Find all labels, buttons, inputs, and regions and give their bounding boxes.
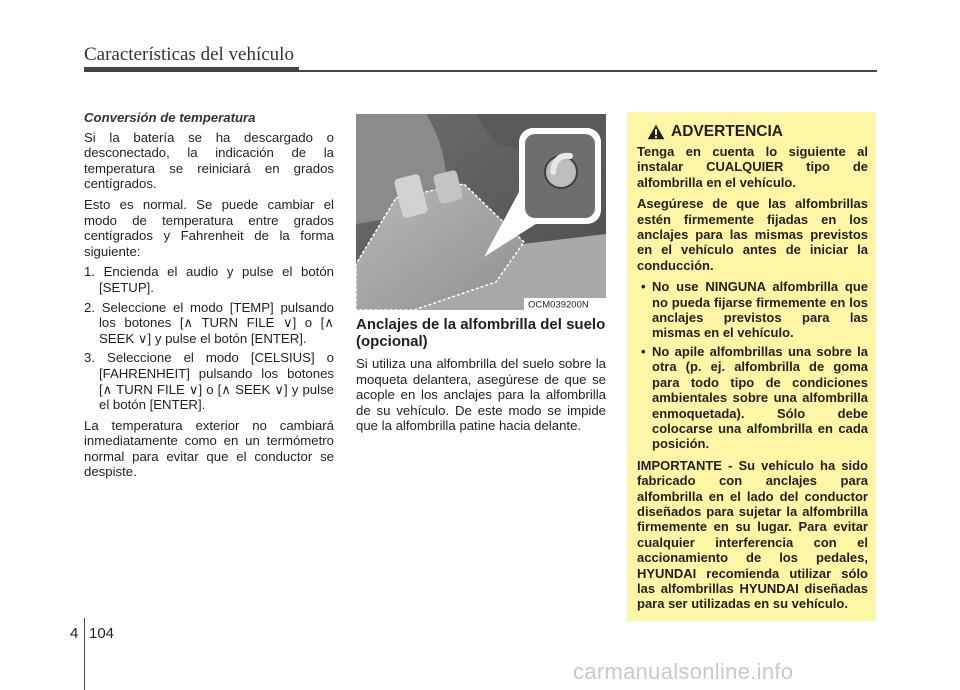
column-temperature-conversion bbox=[84, 110, 334, 485]
warning-box bbox=[627, 112, 876, 621]
floor-mat-drawing bbox=[356, 114, 606, 310]
column-floor-mat-anchors bbox=[356, 316, 606, 434]
list-item: 1. Encienda el audio y pulse el botón [SETUP]. bbox=[84, 264, 334, 295]
paragraph: Asegúrese de que las alfombrillas estén firmemente fijadas en los anclajes para las mismas previstos en el vehículo antes de iniciar la conducción. bbox=[637, 196, 868, 273]
list-item: 3. Seleccione el modo [CELSIUS] o [FAHRENHEIT] pulsando los botones [∧ TURN FILE ∨] o [∧ SEEK ∨] y pulse el botón [ENTER]. bbox=[84, 350, 334, 413]
watermark: carmanualsonline.info bbox=[573, 659, 794, 684]
list-item: • No use NINGUNA alfombrilla que no pueda fijarse firmemente en los anclajes previstos para las mismas en el vehículo. bbox=[641, 279, 868, 341]
figure-code: OCM039200N bbox=[528, 299, 589, 310]
chapter-number: 4 bbox=[70, 625, 79, 642]
warning-bullets bbox=[637, 279, 868, 451]
warning-title: ADVERTENCIA bbox=[671, 123, 783, 141]
list-item: • No apile alfombrillas una sobre la otra (p. ej. alfombrilla de goma para todo tipo de condiciones ambientales sobre una alfombrilla enmoquetada). Sólo debe colocarse una alfombrilla en cada posición. bbox=[641, 343, 868, 452]
section-heading: Anclajes de la alfombrilla del suelo (opcional) bbox=[356, 316, 606, 350]
list-item: 2. Seleccione el modo [TEMP] pulsando los botones [∧ TURN FILE ∨] o [∧ SEEK ∨] y pulse el botón [ENTER]. bbox=[84, 299, 334, 346]
paragraph: Si utiliza una alfombrilla del suelo sobre la moqueta delantera, asegúrese de que se acople en los anclajes para la alfombrilla de su vehículo. De este modo se impide que la alfombrilla patine hacia delante. bbox=[356, 356, 606, 434]
paragraph: IMPORTANTE - Su vehículo ha sido fabricado con anclajes para alfombrilla en el lado del conductor diseñados para sujetar la alfombrilla firmemente en su lugar. Para evitar cualquier interferencia con el accionamiento de los pedales, HYUNDAI recomienda utilizar sólo las alfombrillas HYUNDAI diseñadas para ser utilizadas en su vehículo. bbox=[637, 457, 868, 612]
paragraph: Tenga en cuenta lo siguiente al instalar CUALQUIER tipo de alfombrilla en el vehículo. bbox=[637, 144, 868, 190]
warning-header bbox=[637, 124, 868, 140]
page-number: 104 bbox=[89, 625, 115, 642]
page-header-title: Características del vehículo bbox=[84, 44, 294, 65]
paragraph: Si la batería se ha descargado o desconectado, la indicación de la temperatura se reiniciará en grados centígrados. bbox=[84, 129, 334, 192]
steps-list bbox=[84, 264, 334, 412]
warning-triangle-icon bbox=[647, 124, 665, 140]
header-rule bbox=[84, 70, 877, 72]
footer-divider bbox=[84, 618, 85, 690]
paragraph: La temperatura exterior no cambiará inmediatamente como en un termómetro normal para evitar que el conductor se despiste. bbox=[84, 417, 334, 480]
section-subheading: Conversión de temperatura bbox=[84, 110, 256, 125]
paragraph: Esto es normal. Se puede cambiar el modo de temperatura entre grados centígrados y Fahrenheit de la forma siguiente: bbox=[84, 196, 334, 259]
floor-mat-illustration bbox=[356, 114, 606, 310]
